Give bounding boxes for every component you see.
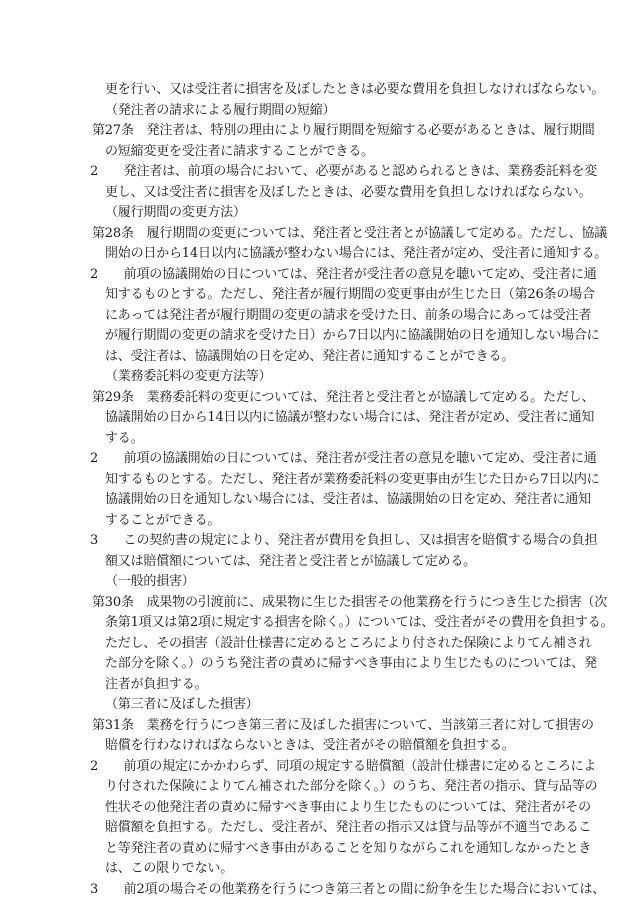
section-heading: （業務委託料の変更方法等） — [105, 369, 272, 385]
text-line: が履行期間の変更の請求を受けた日）から7日以内に協議開始の日を通知しない場合に — [105, 328, 600, 344]
section-heading: （第三者に及ぼした損害） — [105, 697, 259, 713]
article-31-line: 第31条 業務を行うにつき第三者に及ぼした損害について、当該第三者に対して損害の — [92, 717, 594, 733]
text-line: た部分を除く。）のうち発注者の責めに帰すべき事由により生じたものについては、発 — [105, 656, 597, 672]
paragraph-line: 3 前2項の場合その他業務を行うにつき第三者との間に紛争を生じた場合においては、 — [90, 882, 606, 897]
text-line: ただし、その損害（設計仕様書に定めるところにより付された保険によりてん補され — [105, 635, 592, 651]
section-heading: （履行期間の変更方法） — [105, 205, 246, 221]
text-line: にあっては発注者が履行期間の変更の請求を受けた日、前条の場合にあっては受注者 — [105, 307, 592, 323]
text-line: は、受注者は、協議開始の日を定め、発注者に通知することができる。 — [105, 348, 515, 364]
paragraph-line: 2 前項の規定にかかわらず、同項の規定する賠償額（設計仕様書に定めるところによ — [90, 758, 597, 774]
text-line: 賠償を行わなければならないときは、受注者がその賠償額を負担する。 — [105, 738, 515, 754]
text-line: 協議開始の日を通知しない場合には、受注者は、協議開始の日を定め、発注者に通知 — [105, 492, 591, 508]
section-heading: （一般的損害） — [105, 574, 195, 590]
text-line: 性状その他発注者の責めに帰すべき事由により生じたものについては、発注者がその — [105, 799, 591, 815]
text-line: 条第1項又は第2項に規定する損害を除く。）については、受注者がその費用を負担する。 — [105, 615, 614, 631]
text-line: することができる。 — [105, 512, 221, 528]
text-line: 更を行い、又は受注者に損害を及ぼしたときは必要な費用を負担しなければならない。 — [105, 82, 605, 97]
text-line: 賠償額を負担する。ただし、受注者が、発注者の指示又は貸与品等が不適当であるこ — [105, 820, 592, 836]
text-line: り付された保険によりてん補された部分を除く。）のうち、発注者の指示、貸与品等の — [105, 779, 598, 795]
text-line: は、この限りでない。 — [105, 861, 234, 877]
text-line: 更し、又は受注者に損害を及ぼしたときは、必要な費用を負担しなければならない。 — [105, 184, 592, 200]
paragraph-line: 2 前項の協議開始の日については、発注者が受注者の意見を聴いて定め、受注者に通 — [90, 266, 597, 282]
article-28-line: 第28条 履行期間の変更については、発注者と受注者とが協議して定める。ただし、協議 — [92, 225, 608, 241]
text-line: 知するものとする。ただし、発注者が業務委託料の変更事由が生じた日から7日以内に — [105, 471, 600, 487]
text-line: 開始の日から14日以内に協議が整わない場合には、発注者が定め、受注者に通知する。 — [105, 246, 608, 262]
text-line: と等発注者の責めに帰すべき事由があることを知りながらこれを通知しなかったとき — [105, 840, 592, 856]
text-line: 額又は賠償額については、発注者と受注者とが協議して定める。 — [105, 553, 476, 569]
text-line: の短縮変更を受注者に請求することができる。 — [105, 143, 374, 159]
text-line: 協議開始の日から14日以内に協議が整わない場合には、発注者が定め、受注者に通知 — [105, 410, 595, 426]
paragraph-line: 2 発注者は、前項の場合において、必要があると認められるときは、業務委託料を変 — [90, 164, 598, 180]
text-line: する。 — [105, 430, 144, 446]
paragraph-line: 2 前項の協議開始の日については、発注者が受注者の意見を聴いて定め、受注者に通 — [90, 451, 597, 467]
section-heading: （発注者の請求による履行期間の短縮） — [105, 102, 336, 118]
article-30-line: 第30条 成果物の引渡前に、成果物に生じた損害その他業務を行うにつき生じた損害（次 — [92, 594, 608, 610]
text-line: 知するものとする。ただし、発注者が履行期間の変更事由が生じた日（第26条の場合 — [105, 287, 595, 303]
text-line: 注者が負担する。 — [105, 676, 208, 692]
article-27-line: 第27条 発注者は、特別の理由により履行期間を短縮する必要があるときは、履行期間 — [92, 123, 595, 139]
article-29-line: 第29条 業務委託料の変更については、発注者と受注者とが協議して定める。ただし、 — [92, 389, 595, 405]
paragraph-line: 3 この契約書の規定により、発注者が費用を負担し、又は損害を賠償する場合の負担 — [90, 533, 598, 549]
